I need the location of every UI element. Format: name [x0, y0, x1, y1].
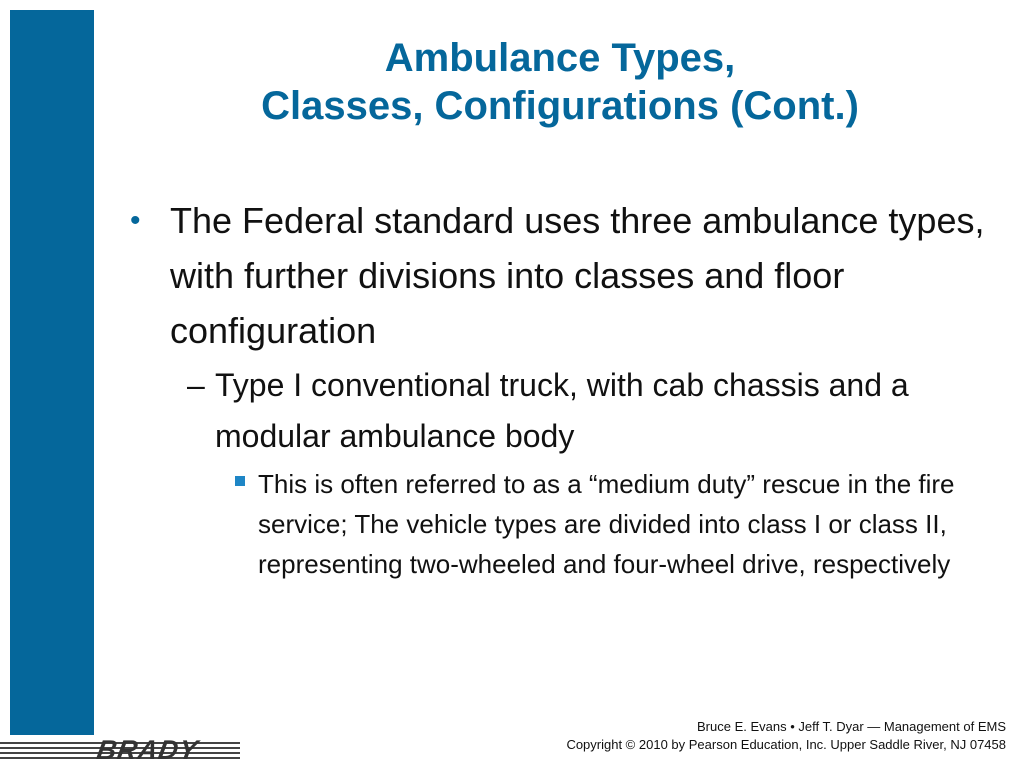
- page-title: [110, 34, 1010, 130]
- title-line-2: Classes, Configurations (Cont.): [261, 84, 859, 128]
- title-line-1: Ambulance Types,: [384, 36, 736, 80]
- bullet-level-1: [130, 193, 1010, 358]
- square-bullet-icon: [235, 476, 245, 486]
- credit-line-1: Bruce E. Evans • Jeff T. Dyar — Management of EMS: [697, 719, 1006, 734]
- bullet-level-3: [230, 464, 998, 584]
- side-bar: [10, 10, 94, 735]
- sub-bullet-text: Type I conventional truck, with cab chassis and a modular ambulance body: [215, 367, 909, 454]
- footer-credits: [566, 718, 1006, 754]
- sub-sub-bullet-text: This is often referred to as a “medium duty” rescue in the fire service; The vehicle types are divided into class I or class II, representing two-wheeled and four-wheel drive, respectively: [258, 469, 955, 579]
- round-bullet-icon: •: [130, 204, 141, 237]
- bullet-text: The Federal standard uses three ambulance types, with further divisions into classes and floor configuration: [170, 200, 985, 351]
- brady-logo: BRADY: [94, 735, 201, 765]
- bullet-level-2: [175, 360, 1010, 462]
- slide-content: [130, 193, 1010, 584]
- dash-bullet-icon: –: [187, 367, 205, 403]
- credit-line-2: Copyright © 2010 by Pearson Education, Inc. Upper Saddle River, NJ 07458: [566, 737, 1006, 752]
